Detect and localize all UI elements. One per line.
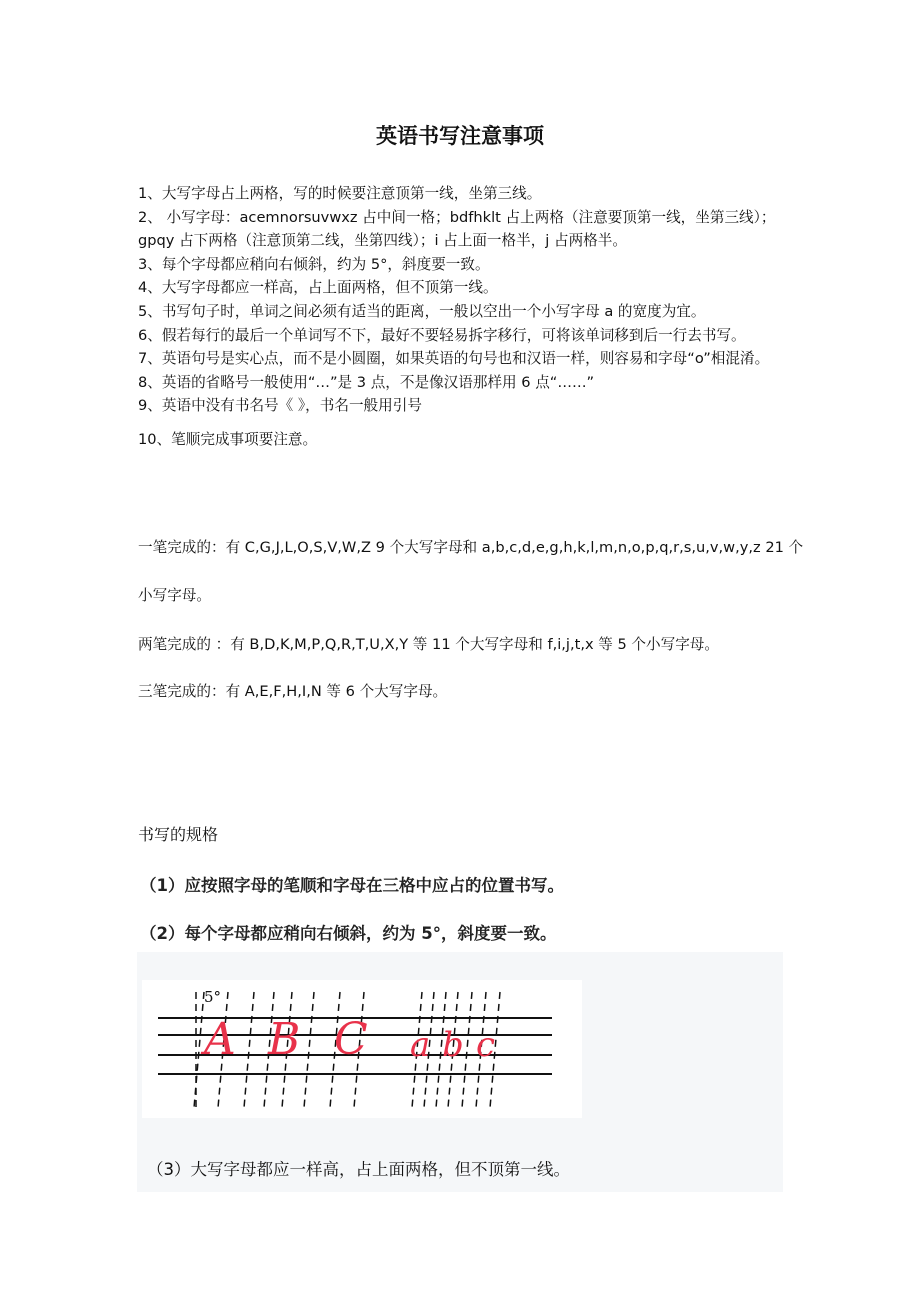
rule-item: 2、 小写字母：acemnorsuvwxz 占中间一格；bdfhklt 占上两格（注意要顶第一线，坐第三线）；gpqy 占下两格（注意顶第二线，坐第四线）；i 占上面一格半，j 占两格半。 xyxy=(138,208,776,250)
slant-diagram xyxy=(142,980,582,1118)
letter-c: c xyxy=(476,1025,496,1065)
one-stroke-text: 一笔完成的：有 C,G,J,L,O,S,V,W,Z 9 个大写字母和 a,b,c,d,e,g,h,k,l,m,n,o,p,q,r,s,u,v,w,y,z 21 个 xyxy=(138,539,804,556)
spec-heading: 书写的规格 xyxy=(138,825,219,844)
page-title: 英语书写注意事项 xyxy=(376,123,544,148)
spec-item-2: （2）每个字母都应稍向右倾斜，约为 5°，斜度要一致。 xyxy=(140,924,557,943)
rule-item: 9、英语中没有书名号《 》，书名一般用引号 xyxy=(138,397,422,415)
rule-item: 7、英语句号是实心点，而不是小圆圈，如果英语的句号也和汉语一样，则容易和字母“o”相混淆。 xyxy=(138,350,770,368)
letter-b: b xyxy=(442,1025,464,1065)
rule-item: 5、书写句子时，单词之间必须有适当的距离，一般以空出一个小写字母 a 的宽度为宜。 xyxy=(138,302,706,320)
rule-item: 1、大写字母占上两格，写的时候要注意顶第一线，坐第三线。 xyxy=(138,185,542,202)
rule-item: 6、假若每行的最后一个单词写不下，最好不要轻易拆字移行，可将该单词移到后一行去书写。 xyxy=(138,326,746,344)
spec-item-3: （3）大写字母都应一样高，占上面两格，但不顶第一线。 xyxy=(147,1160,570,1179)
rule-item: 3、每个字母都应稍向右倾斜，约为 5°，斜度要一致。 xyxy=(138,255,490,273)
one-stroke-text-continued: 小写字母。 xyxy=(138,587,211,604)
letter-B: B xyxy=(268,1014,301,1065)
rule-item: 4、大写字母都应一样高，占上面两格，但不顶第一线。 xyxy=(138,279,498,297)
rules-list xyxy=(138,182,798,452)
letter-C: C xyxy=(334,1014,368,1065)
rule-item: 8、英语的省略号一般使用“…”是 3 点，不是像汉语那样用 6 点“……” xyxy=(138,373,595,391)
angle-label: 5° xyxy=(204,988,222,1006)
rule-item-10: 10、笔顺完成事项要注意。 xyxy=(138,430,318,448)
letter-A: A xyxy=(204,1014,236,1065)
two-stroke-text: 两笔完成的 ：有 B,D,K,M,P,Q,R,T,U,X,Y 等 11 个大写字母和 f,i,j,t,x 等 5 个小写字母。 xyxy=(138,636,719,653)
sample-letters xyxy=(200,1014,495,1065)
letter-a: a xyxy=(410,1025,431,1065)
spec-item-1: （1）应按照字母的笔顺和字母在三格中应占的位置书写。 xyxy=(140,876,564,895)
three-stroke-text: 三笔完成的：有 A,E,F,H,I,N 等 6 个大写字母。 xyxy=(138,683,448,700)
